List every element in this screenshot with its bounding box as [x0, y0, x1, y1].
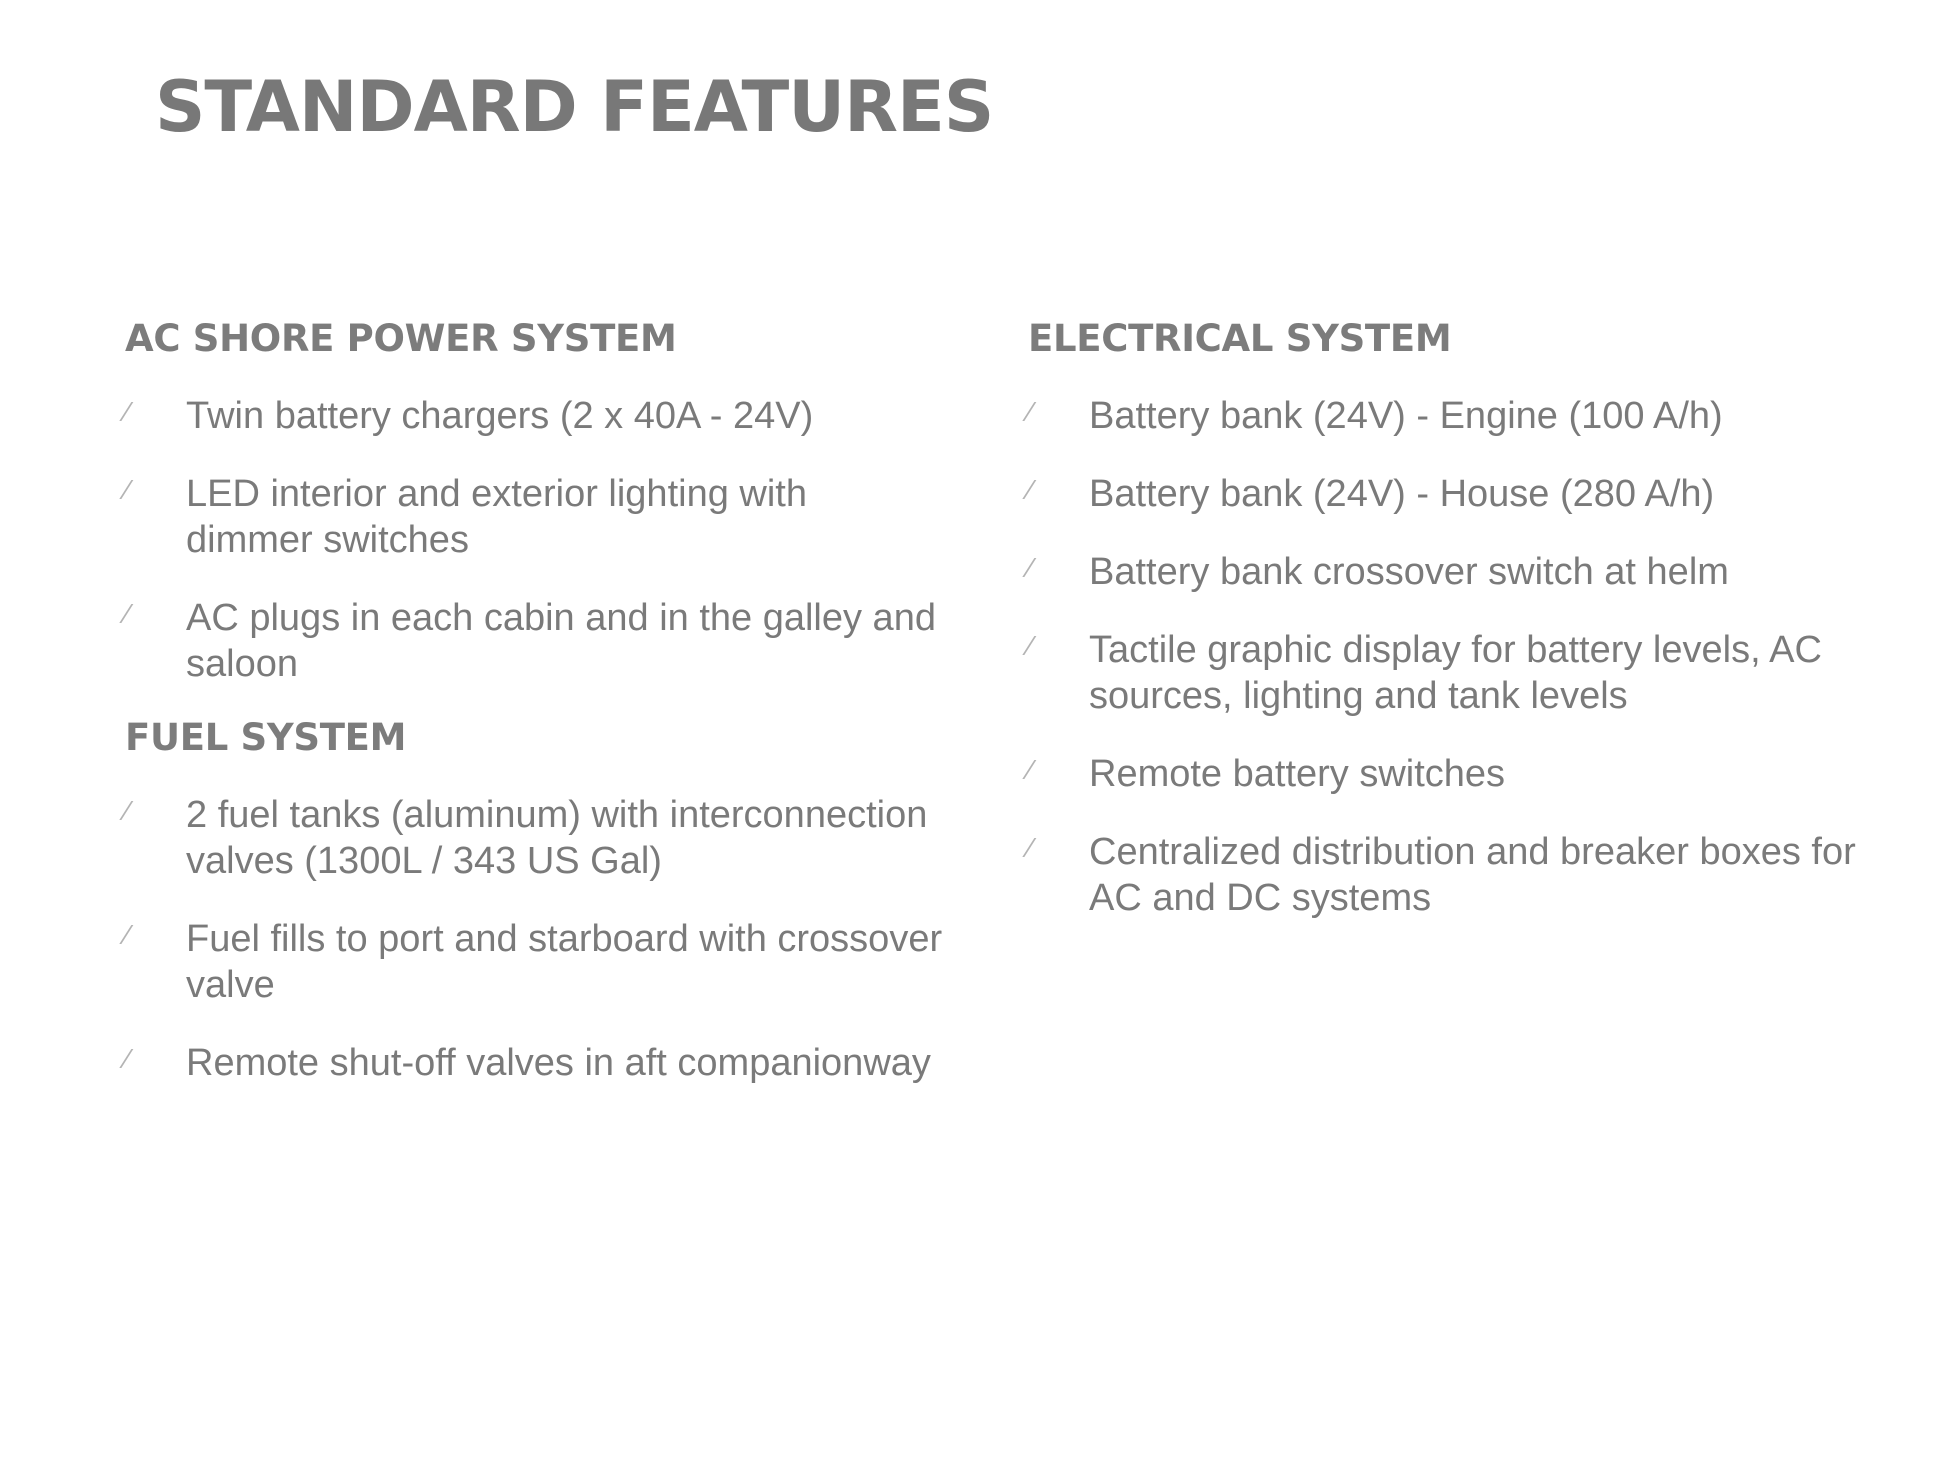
- item-text: Centralized distribution and breaker boxes for AC and DC systems: [1089, 831, 1856, 919]
- slash-bullet-icon: ⁄: [1028, 832, 1033, 863]
- slash-bullet-icon: ⁄: [125, 474, 130, 505]
- item-text: Remote battery switches: [1089, 753, 1506, 795]
- item-text: Tactile graphic display for battery levels, AC sources, lighting and tank levels: [1089, 629, 1822, 717]
- slash-bullet-icon: ⁄: [1028, 396, 1033, 427]
- list-item: [125, 393, 955, 439]
- left-column: [125, 317, 955, 1118]
- list-item: [1028, 549, 1858, 595]
- list-item: [125, 792, 976, 884]
- slash-bullet-icon: ⁄: [1028, 552, 1033, 583]
- item-text: LED interior and exterior lighting with dimmer switches: [186, 473, 807, 561]
- list-item: [1028, 393, 1858, 439]
- list-item: [125, 471, 886, 563]
- item-text: AC plugs in each cabin and in the galley and saloon: [186, 597, 936, 685]
- section-ac-shore-power: [125, 317, 955, 687]
- slash-bullet-icon: ⁄: [1028, 754, 1033, 785]
- list-item: [125, 595, 946, 687]
- list-item: [1028, 471, 1858, 517]
- slash-bullet-icon: ⁄: [1028, 630, 1033, 661]
- page-title: STANDARD FEATURES: [155, 66, 994, 148]
- list-item: [1028, 829, 1869, 921]
- item-text: Fuel fills to port and starboard with crossover valve: [186, 918, 943, 1006]
- feature-list: [125, 792, 955, 1086]
- slash-bullet-icon: ⁄: [125, 795, 130, 826]
- feature-list: [1028, 393, 1858, 921]
- item-text: Battery bank (24V) - Engine (100 A/h): [1089, 395, 1723, 437]
- feature-list: [125, 393, 955, 687]
- slash-bullet-icon: ⁄: [125, 598, 130, 629]
- section-heading: ELECTRICAL SYSTEM: [1028, 317, 1452, 360]
- list-item: [125, 1040, 1016, 1086]
- slash-bullet-icon: ⁄: [1028, 474, 1033, 505]
- section-heading: FUEL SYSTEM: [125, 716, 407, 759]
- item-text: Remote shut-off valves in aft companionway: [186, 1042, 931, 1084]
- section-heading: AC SHORE POWER SYSTEM: [125, 317, 677, 360]
- item-text: Twin battery chargers (2 x 40A - 24V): [186, 395, 814, 437]
- slash-bullet-icon: ⁄: [125, 919, 130, 950]
- list-item: [1028, 751, 1858, 797]
- slash-bullet-icon: ⁄: [125, 396, 130, 427]
- section-fuel-system: [125, 716, 955, 1086]
- list-item: [125, 916, 1016, 1008]
- list-item: [1028, 627, 1919, 719]
- item-text: Battery bank crossover switch at helm: [1089, 551, 1729, 593]
- right-column: [1028, 317, 1858, 953]
- item-text: 2 fuel tanks (aluminum) with interconnection valves (1300L / 343 US Gal): [186, 794, 928, 882]
- slash-bullet-icon: ⁄: [125, 1043, 130, 1074]
- section-electrical-system: [1028, 317, 1858, 921]
- item-text: Battery bank (24V) - House (280 A/h): [1089, 473, 1715, 515]
